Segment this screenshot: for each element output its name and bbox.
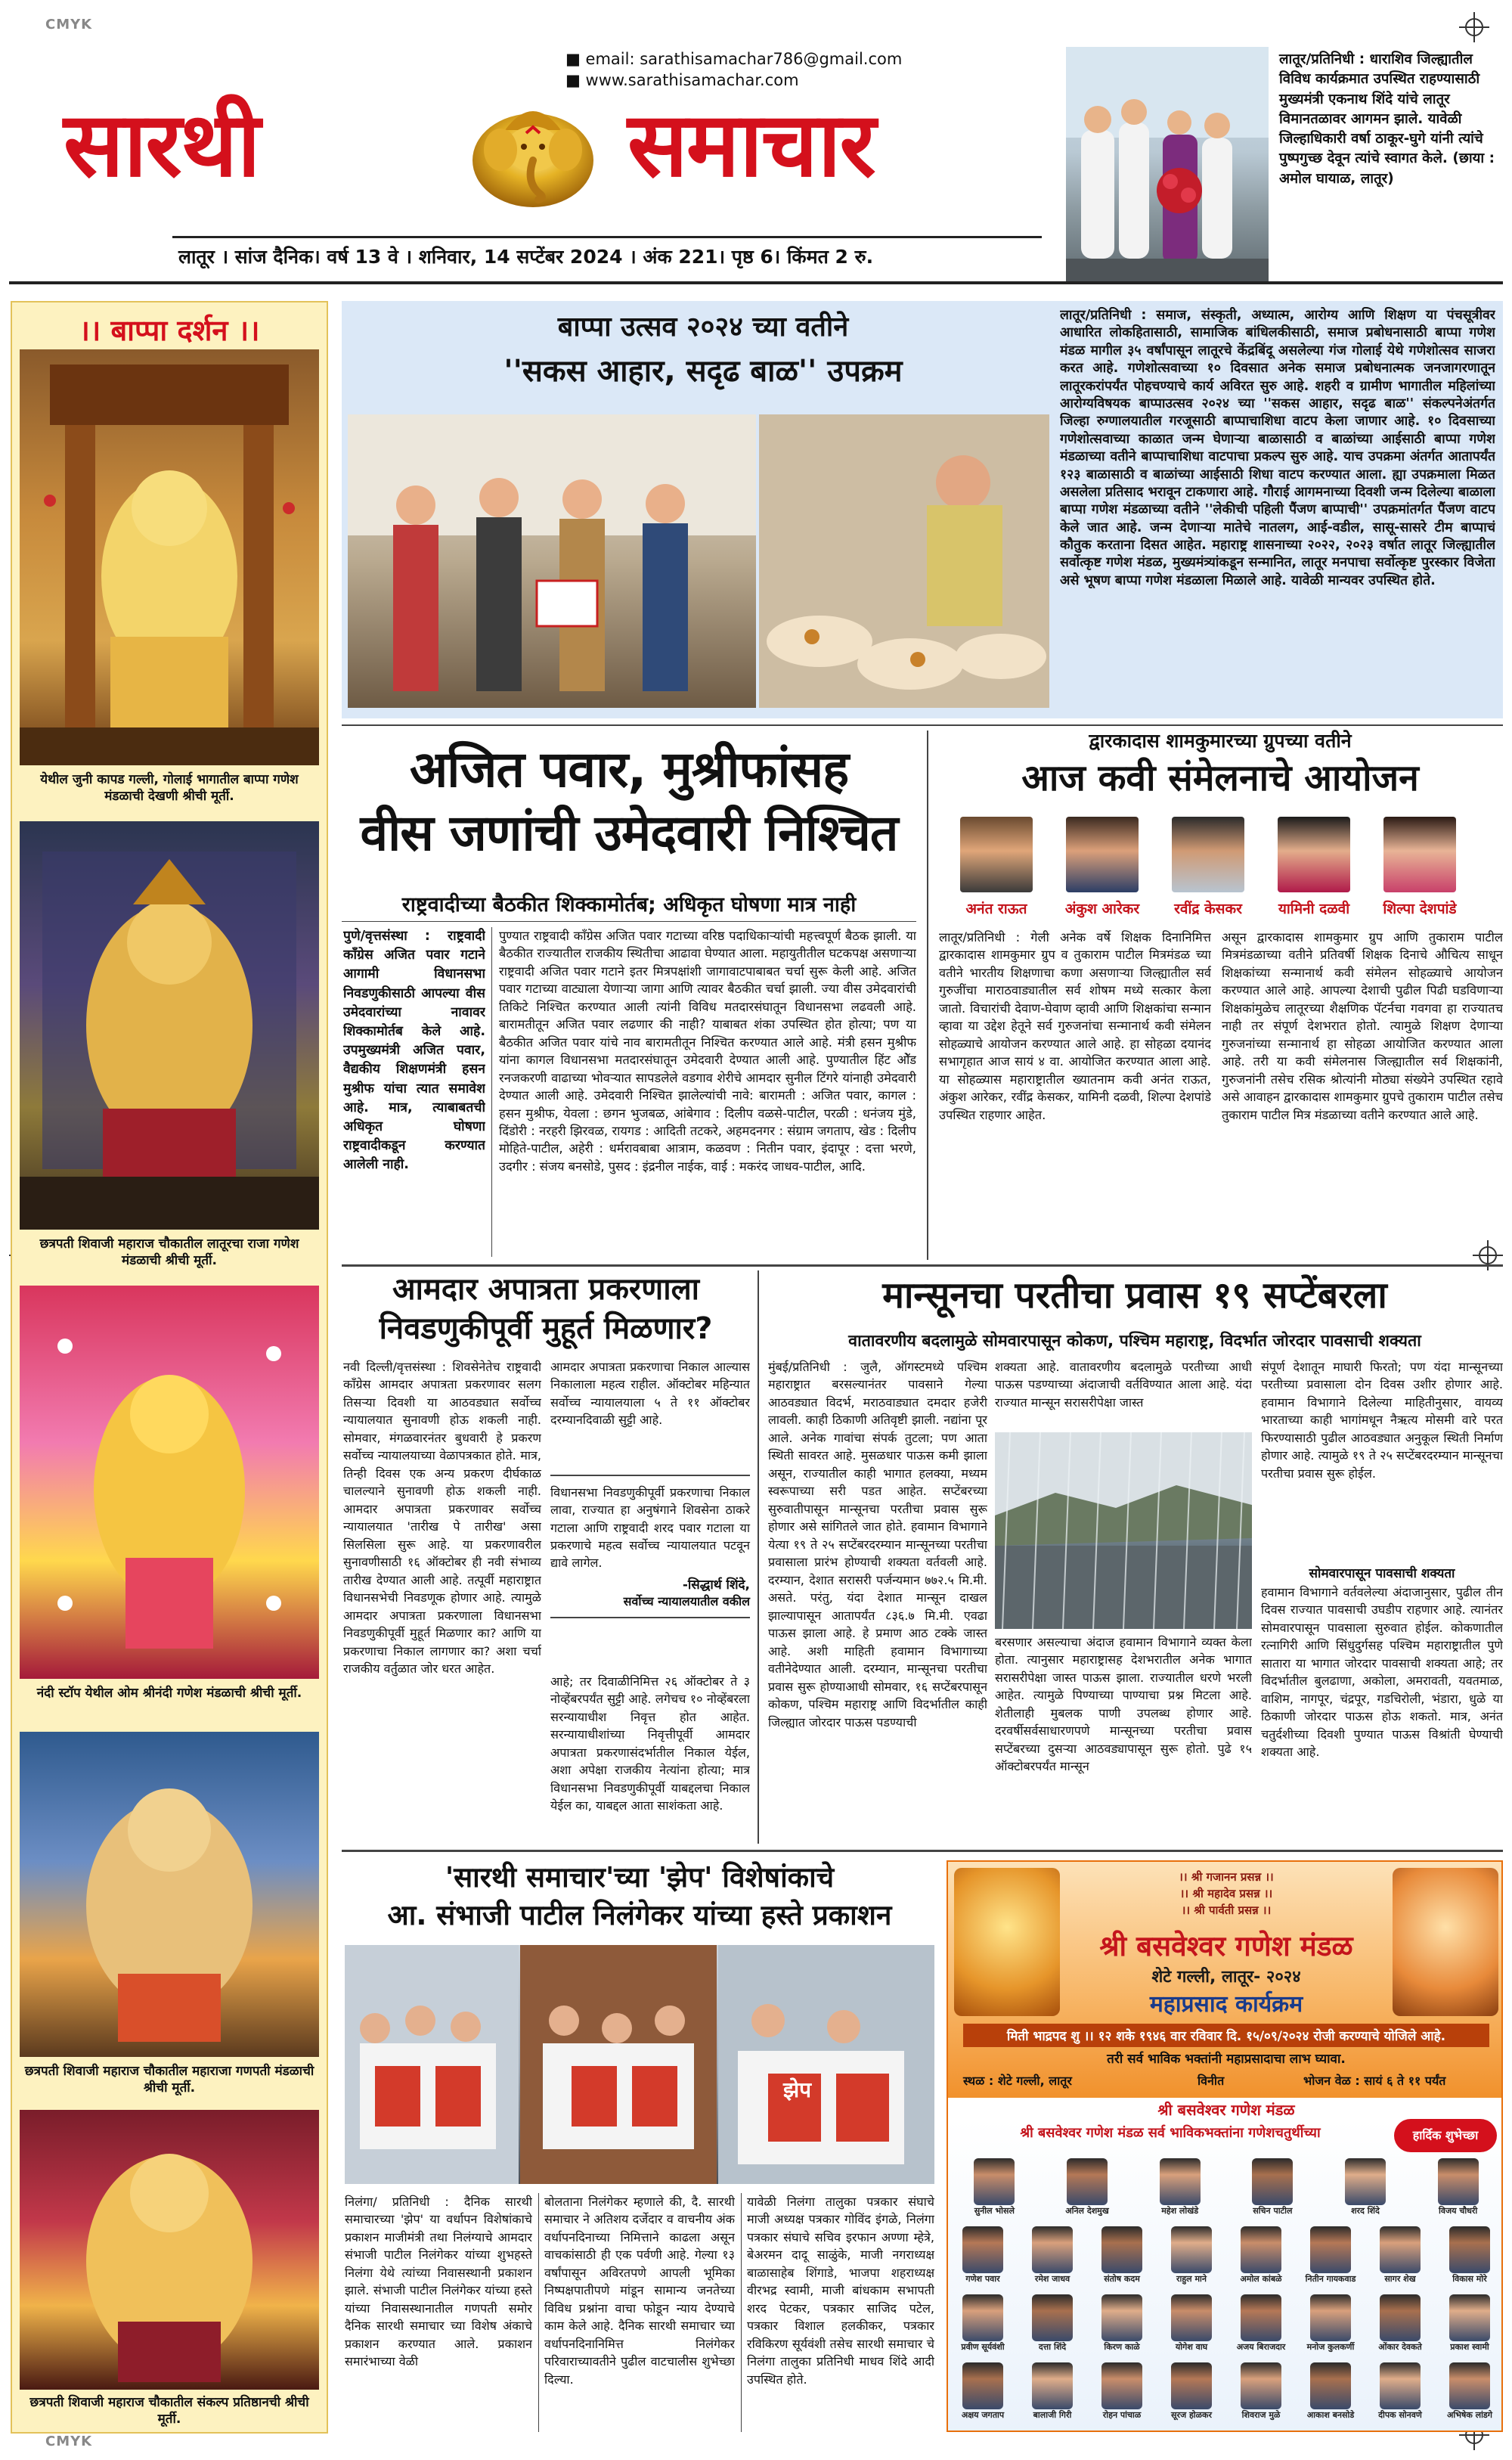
ad-member-name: गणेश पवार xyxy=(965,2274,1000,2284)
zep-release-photo xyxy=(345,1945,934,2184)
column-rule xyxy=(741,2193,742,2432)
ajit-lead: पुणे/वृत्तसंस्था : राष्ट्रवादी काँग्रेस अजित पवार गटाने आगामी विधानसभा निवडणुकीसाठी आपल्या वीस उमेदवारांच्या नावावर शिक्कामोर्तब केले आहे. उपमुख्यमंत्री अजित पवार, वैद्यकीय शिक्षणमंत्री हसन मुश्रीफ यांचा त्यात समावेश आहे. मात्र, त्याबाबतची अधिकृत घोषणा राष्ट्रवादीकडून करण्यात आलेली नाही. xyxy=(343,929,485,1173)
monsoon-body-5: हवामान विभागाने वर्तवलेल्या अंदाजानुसार, पुढील तीन दिवस राज्यात पावसाची उघडीप राहणार आहे. त्यानंतर सोमवारपासून पावसाला सुरुवात होईल. कोकणातील रत्नागिरी आणि सिंधुदुर्गसह पश्चिम महाराष्ट्रातील पुणे सातारा या भागात जोरदार पावसाची शक्यता आहे; तर विदर्भातील बुलढाणा, अकोला, अमरावती, यवतमाळ, वाशिम, नागपूर, चंद्रपूर, गडचिरोली, भंडारा, धुळे या ठिकाणी जोरदार पाऊस होऊ शकतो. मात्र, अनंत चतुर्दशीच्या दिवशी पुण्यात पाऊस विश्रांती घेण्याची शक्यता आहे. xyxy=(1261,1585,1503,1760)
cm-arrival-photo xyxy=(1066,47,1269,281)
ad-member-name: राहुल माने xyxy=(1176,2274,1207,2284)
ad-member xyxy=(1041,2157,1134,2223)
ad-member-photo xyxy=(1101,2362,1142,2409)
kavi-kicker: द्वारकादास शामकुमारच्या ग्रुपच्या वतीने xyxy=(1089,730,1352,752)
ad-member xyxy=(1018,2225,1087,2291)
masthead-title-right: समाचार xyxy=(627,92,875,197)
ad-member-name: सूरज होळकर xyxy=(1171,2410,1212,2420)
ad-member-photo xyxy=(962,2294,1003,2341)
section-divider xyxy=(342,1264,1503,1267)
aahar-photo-left xyxy=(348,414,756,708)
ad-member-name: महेश लोखंडे xyxy=(1161,2206,1199,2216)
poet-photo-4 xyxy=(1278,817,1350,892)
apatrata-body-1: नवी दिल्ली/वृत्तसंस्था : शिवसेनेतेच राष्ट्रवादी काँग्रेस आमदार अपात्रता प्रकरणावर सलग तिसऱ्या दिवशी या आठवड्यात सर्वोच्च न्यायालयात सुनावणी होऊ शकली नाही. सोमवार, मंगळवारनंतर बुधवारी हे प्रकरण सर्वोच्च न्यायालयाच्या वेळापत्रकात होते. मात्र, तिन्ही दिवस एक अन्य प्रकरण दीर्घकाळ चालल्याने सुनावणी होऊ शकली नाही. आमदार अपात्रता प्रकरणावर सर्वोच्च न्यायालयात 'तारीख पे तारीख' असा सिलसिला सुरू आहे. या प्रकरणावरील सुनावणीसाठी १६ ऑक्टोबर ही नवी संभाव्य तारीख देण्यात आली आहे. तत्पूर्वी महाराष्ट्रात विधानसभेची निवडणूक होणार आहे. त्यामुळे आमदार अपात्रता प्रकरणाला विधानसभा निवडणुकीपूर्वी मुहूर्त मिळणार का? आणि या प्रकरणाचा निकाल लागणार का? अशा चर्चा राजकीय वर्तुळात जोर धरत आहेत. xyxy=(343,1360,541,1677)
kavi-headline: आज कवी संमेलनाचे आयोजन xyxy=(1021,757,1419,799)
ad-event: महाप्रसाद कार्यक्रम xyxy=(1149,1991,1303,2018)
monsoon-body-2: शक्यता आहे. वातावरणीय बदलामुळे परतीच्या आधी पाऊस पडण्याच्या अंदाजाची वर्तविण्यात आला आहे. यंदा राज्यात मान्सून सरासरीपेक्षा जास्त xyxy=(995,1360,1252,1410)
ad-member-name: दत्ता शिंदे xyxy=(1038,2342,1067,2352)
apatrata-quote: विधानसभा निवडणुकीपूर्वी प्रकरणाचा निकाल लावा, राज्यात हा अनुषंगाने शिवसेना ठाकरे गटाला आणि राष्ट्रवादी शरद पवार गटाला या प्रकरणाचे महत्व सर्वोच्च न्यायालयात पटवून द्यावे लागेल. xyxy=(550,1485,750,1571)
ad-member-photo xyxy=(1067,2158,1108,2205)
ajit-subhead: राष्ट्रवादीच्या बैठकीत शिक्कामोर्तब; अधिकृत घोषणा मात्र नाही xyxy=(401,893,857,917)
ad-member xyxy=(1157,2293,1226,2359)
ad-member-name: आकाश बनसोडे xyxy=(1306,2410,1355,2420)
ad-member xyxy=(1411,2157,1503,2223)
ad-member-photo xyxy=(1438,2158,1479,2205)
zep-headline-1: 'सारथी समाचार'च्या 'झेप' विशेषांकाचे xyxy=(445,1861,835,1894)
ad-ganesha-icon xyxy=(954,1868,1060,2016)
ad-member-photo xyxy=(974,2158,1015,2205)
monsoon-body-1: मुंबई/प्रतिनिधी : जुलै, ऑगस्टमध्ये पश्चिम महाराष्ट्रात बरसल्यानंतर पावसाने गेल्या आठवड्यात विदर्भ, मराठवाड्यात दमदार हजेरी लावली. काही ठिकाणी अतिवृष्टी झाली. नद्यांना पूर आले. अनेक गावांचा संपर्क तुटला; पण आता स्थिती सावरत आहे. मुसळधार पाऊस कमी झाला असून, राज्यातील काही भागात हलक्या, मध्यम स्वरूपाच्या सरी पडत आहेत. सप्टेंबरच्या सुरुवातीपासून मान्सूनचा परतीचा प्रवास सुरू होणार असे सांगितले जात होते. हवामान विभागाने येत्या १९ ते २५ सप्टेंबरदरम्यान मान्सूनच्या परतीचा प्रवासाला प्रारंभ होण्याची शक्यता वर्तवली आहे. दरम्यान, देशात सरासरी पर्जन्यमान ७७२.५ मि.मी. असते. परंतु, यंदा देशात मान्सून दाखल झाल्यापासून आतापर्यंत ८३६.७ मि.मी. एवढा पाऊस झाला आहे. हे प्रमाण आठ टक्के जास्त आहे. अशी माहिती हवामान विभागाच्या वतीनेदेण्यात आली. दरम्यान, मान्सूनचा परतीचा प्रवास सुरू होण्याआधी सोमवार, १६ सप्टेंबरपासून कोकण, पश्चिम महाराष्ट्र आणि विदर्भातील काही जिल्ह्यात जोरदार पाऊस पडण्याची xyxy=(768,1360,987,1729)
bappa-photo-1 xyxy=(20,349,319,765)
ad-member-photo xyxy=(1310,2294,1351,2341)
ad-member-name: अनिल देशमुख xyxy=(1065,2206,1109,2216)
ad-member-photo xyxy=(1380,2226,1421,2273)
column-rule xyxy=(758,1270,759,1844)
aahar-body: लातूर/प्रतिनिधी : समाज, संस्कृती, अध्यात्म, आरोग्य आणि शिक्षण या पंचसूत्रीवर आधारित लोकहितासाठी, सामाजिक बांधिलकीसाठी, समाज प्रबोधनासाठी बाप्पा गणेश मंडळ मागील ३५ वर्षांपासून लातूरचे केंद्रबिंदू असलेल्या गंज गोलाई येथे गणेशोत्सव साजरा करत आहे. गणेशोत्सवाच्या १० दिवसात अनेक समाज प्रबोधनात्मक जनजागरणातून लातूरकरांपर्यंत पोहचण्याचे कार्य अविरत सुरु आहे. शहरी व ग्रामीण भागातील महिलांच्या आरोग्यविषयक बाप्पाउत्सव २०२४ च्या ''सकस आहार, सदृढ बाळ'' संकल्पनेअंतर्गत जिल्हा रुग्णालयातील गरजूसाठी बाप्पाचाशिधा वाटप केला जाणार आहे. १० दिवसाच्या गणेशोत्सवाच्या काळात जन्म घेणाऱ्या बाळासाठी व बाळांच्या आईसाठी बाप्पा गणेश मंडळाच्या वतीने बाप्पाचाशिधा वाटपाचा प्रकल्प सुरु आहे. याच उपक्रमा अंतर्गत आतापर्यंत १२३ बाळासाठी व बाळांच्या आईसाठी शिधा वाटप करण्यात आला. ह्या उपक्रमाला मिळत असलेला प्रतिसाद भरावून टाकणारा आहे. गौराई आगमनाच्या दिवशी जन्म दिलेल्या बाळाला बाप्पा गणेश मंडळाच्या वतीने ''लेकीची पहिली पैंजण बाप्पाची'' उपक्रमांतर्गत पैंजण वाटप केले जात आहे. जन्म देणाऱ्या मातेचे नातलग, आई-वडील, सासू-सासरे टीम बाप्पाचं कौतुक करताना दिसत आहेत. महाराष्ट्र शासनाच्या २०२२, २०२३ वर्षात लातूर जिल्ह्यातील सर्वोत्कृष्ट गणेश मंडळ, मुख्यमंत्र्यांकडून सन्मानित, लातूर मनपाचा सर्वोत्कृष्ट पुरस्कार विजेता असे भूषण बाप्पा गणेश मंडळाला मिळाले आहे. यावेळी मान्यवर उपस्थित होते. xyxy=(1060,308,1495,588)
ad-member-photo xyxy=(1171,2294,1212,2341)
ad-member-photo xyxy=(962,2362,1003,2409)
monsoon-body-4: संपूर्ण देशातून माघारी फिरतो; पण यंदा मान्सूनच्या परतीच्या प्रवासाला दोन दिवस उशीर होणार आहे. हवामान विभागाने दिलेल्या माहितीनुसार, वायव्य भारताच्या काही भागांमधून नैऋत्य मोसमी वारे परत फिरण्यासाठी पुढील आठवड्यात अनुकूल स्थिती निर्माण होणार आहे. त्यामुळे १९ ते २५ सप्टेंबरदरम्यान मान्सूनचा परतीचा प्रवास सुरू होईल. xyxy=(1261,1360,1503,1481)
ad-member xyxy=(1087,2361,1157,2427)
zep-body-2: बोलताना निलंगेकर म्हणाले की, दै. सारथी समाचार ने अतिशय दर्जेदार व वाचनीय अंक वर्धापनदिनाच्या निमित्ताने काढला असून वाचकांसाठी ही एक पर्वणी आहे. गेल्या १३ वर्षांपासून अविरतपणे आपली भूमिका निष्पक्षपातीपणे मांडून सामान्य जनतेच्या विविध प्रश्नांना वाचा फोडून न्याय देण्याचे काम केले आहे. दैनिक सारथी समाचार च्या वर्धापनदिनानिमित्त निलंगेकर परिवाराच्यावतीने पुढील वाटचालीस शुभेच्छा दिल्या. xyxy=(544,2195,735,2387)
ad-member-name: अभिषेक लांडगे xyxy=(1446,2410,1492,2420)
ad-member xyxy=(1365,2225,1435,2291)
ad-line-3: ।। श्री पार्वती प्रसन्न ।। xyxy=(1181,1903,1272,1917)
masthead-title-left: सारथी xyxy=(64,92,259,197)
poet-photo-3 xyxy=(1172,817,1244,892)
ganesha-logo-icon xyxy=(446,85,620,213)
kavi-body-1: लातूर/प्रतिनिधी : गेली अनेक वर्षे शिक्षक दिनानिमित्त द्वारकादास शामकुमार ग्रुप व तुकाराम पाटील मित्रमंडळ च्या वतीने भारतीय शिक्षणाचा कणा असणाऱ्या जिल्ह्यातील सर्व गुरुजींचा माराठवाड्यातील सर्व शोषम मध्ये सत्कार केला जातो. विचारांची देवाण-घेवाण व्हावी आणि शिक्षकांचा सन्मान व्हावा या उद्देश हेतूने सर्व गुरुजनांचा सन्मानार्थ कवी संमेलन सोहळ्याचे आयोजन करण्यात आले आहे. हा सोहळा दयानंद सभागृहात आज सायं ४ वा. आयोजित करण्यात आला आहे. या सोहळ्यास महाराष्ट्रातील ख्यातनाम कवी अनंत राऊत, अंकुश आरेकर, रवींद्र केसकर, यामिनी दळवी, शिल्पा देशपांडे उपस्थित राहणार आहेत. xyxy=(939,930,1211,1122)
ad-member-name: विकास मोरे xyxy=(1452,2274,1487,2284)
monsoon-body-3: बरसणार असल्याचा अंदाज हवामान विभागाने व्यक्त केला होता. त्यानुसार महाराष्ट्रासह देशभरातील अनेक भागात सरासरीपेक्षा जास्त पाऊस झाला. राज्यातील धरणे भरली आहेत. त्यामुळे पिण्याच्या पाण्याचा प्रश्न मिटला आहे. शेतीलाही मुबलक पाणी उपलब्ध होणार आहे. दरवर्षीसर्वसाधारणपणे मान्सूनच्या परतीचा प्रवास सप्टेंबरच्या दुसऱ्या आठवड्यापासून सुरू होतो. पुढे १५ ऑक्टोबरपर्यंत मान्सून xyxy=(995,1635,1252,1774)
aahar-headline: ''सकस आहार, सदृढ बाळ'' उपक्रम xyxy=(503,354,903,389)
cm-arrival-caption: लातूर/प्रतिनिधी : धाराशिव जिल्ह्यातील विविध कार्यक्रमात उपस्थित राहण्यासाठी मुख्यमंत्री एकनाथ शिंदे यांचे लातूर विमानतळावर आगमन झाले. यावेळी जिल्हाधिकारी वर्षा ठाकूर-घुगे यांनी त्यांचे पुष्पगुच्छ देवून त्यांचे स्वागत केले. (छाया : अमोल घायाळ, लातूर) xyxy=(1279,51,1495,187)
column-rule xyxy=(927,731,928,1260)
ad-member-name: सचिन पाटील xyxy=(1253,2206,1293,2216)
poet-name-3: रवींद्र केसकर xyxy=(1174,901,1242,917)
ad-subtitle: शेटे गल्ली, लातूर- २०२४ xyxy=(1151,1968,1301,1987)
basaveshwar-ad xyxy=(947,1860,1503,2432)
ad-member-name: ओंकार देवकते xyxy=(1378,2342,1422,2352)
ad-member-name: दीपक सोनवणे xyxy=(1378,2410,1422,2420)
ad-member xyxy=(1226,2225,1296,2291)
poet-name-1: अनंत राऊत xyxy=(965,901,1027,917)
monsoon-subheading: सोमवारपासून पावसाची शक्यता xyxy=(1309,1566,1455,1581)
bappa-photo-2 xyxy=(20,821,319,1230)
column-rule xyxy=(491,927,492,1257)
ad-member-photo xyxy=(1449,2226,1490,2273)
ad-deity-icon xyxy=(1393,1868,1498,2016)
ad-member-photo xyxy=(1171,2226,1212,2273)
ad-time: भोजन वेळ : सायं ६ ते ११ पर्यंत xyxy=(1303,2074,1446,2088)
ad-badge: हार्दिक शुभेच्छा xyxy=(1394,2119,1497,2152)
kavi-body-2: असून द्वारकादास शामकुमार ग्रुप आणि तुकाराम पाटील मित्रमंडळाच्या वतीने प्रतिवर्षी शिक्षक दिनाचे औचित्य साधून शिक्षकांच्या सन्मानार्थ कवी संमेलन सोहळ्याचे आयोजन करण्यात आले आहे. आपल्या देशाची पुढील पिढी घडविणाऱ्या शिक्षकांमुळेच लातूरच्या शैक्षणिक पॅटर्नचा गवगवा हा राज्यातच नाही तर संपूर्ण देशभरात होतो. त्यामुळे शिक्षण देणाऱ्या गुरुजनांच्या सन्मानार्थ हा सोहळा आयोजित करण्यात आला आहे. तरी या कवी संमेलनास जिल्ह्यातील सर्व शिक्षकांनी, गुरुजनांनी तसेच रसिक श्रोत्यांनी मोठ्या संख्येने उपस्थित रहावे असे आवाहन द्वारकादास शामकुमार ग्रुपचे तुकाराम पाटील तसेच तुकाराम पाटील मित्र मंडळाच्या वतीने करण्यात आले आहे. xyxy=(1222,930,1503,1122)
ad-member xyxy=(1435,2225,1503,2291)
monsoon-headline: मान्सूनचा परतीचा प्रवास १९ सप्टेंबरला xyxy=(882,1274,1387,1317)
ad-member xyxy=(1435,2361,1503,2427)
ad-member-name: विजय चौधरी xyxy=(1439,2206,1478,2216)
ad-member-photo xyxy=(1241,2362,1281,2409)
poet-name-5: शिल्पा देशपांडे xyxy=(1383,901,1457,917)
ad-member xyxy=(1157,2225,1226,2291)
cmyk-mark-bottom: CMYK xyxy=(45,2434,93,2449)
ad-member xyxy=(1018,2361,1087,2427)
ajit-headline-2: वीस जणांची उमेदवारी निश्चित xyxy=(360,804,898,862)
ad-member xyxy=(948,2157,1041,2223)
ad-member-photo xyxy=(1241,2294,1281,2341)
zep-body-3: यावेळी निलंगा तालुका पत्रकार संघाचे माजी अध्यक्ष पत्रकार गोविंद इंगळे, निलंगा पत्रकार संघाचे सचिव इरफान अण्णा म्हेत्रे, बेअरमन दादू साळुंके, माजी नगराध्यक्ष बाळासाहेब शिंगाडे, भाजपा शहराध्यक्ष वीरभद्र स्वामी, माजी बांधकाम सभापती शरद पेटकर, पत्रकार साजिद पटेल, पत्रकार विशाल हलकीकर, पत्रकार रविकिरण सूर्यवंशी तसेच सारथी समाचार चे निलंगा तालुका प्रतिनिधी माधव शिंदे आदी उपस्थित होते. xyxy=(747,2195,934,2387)
aahar-kicker: बाप्पा उत्सव २०२४ च्या वतीने xyxy=(557,312,849,343)
ad-line-2: ।। श्री महादेव प्रसन्न ।। xyxy=(1179,1887,1273,1900)
ad-member-photo xyxy=(1032,2294,1073,2341)
ad-member xyxy=(1296,2225,1365,2291)
ad-member-name: नितीन गायकवाड xyxy=(1305,2274,1356,2284)
bappa-caption-4: छत्रपती शिवाजी महाराज चौकातील महाराजा गणपती मंडळाची श्रीची मूर्ती. xyxy=(24,2064,314,2096)
ad-member xyxy=(948,2361,1018,2427)
ad-member xyxy=(1157,2361,1226,2427)
apatrata-quote-role: सर्वोच्च न्यायालयातील वकील xyxy=(623,1593,750,1608)
ad-member xyxy=(948,2293,1018,2359)
ad-member xyxy=(1435,2293,1503,2359)
apatrata-headline-2: निवडणुकीपूर्वी मुहूर्त मिळणार? xyxy=(379,1311,713,1346)
dateline: लातूर । सांज दैनिक। वर्ष 13 वे । शनिवार, 14 सप्टेंबर 2024 । अंक 221। पृष्ठ 6। किंमत 2 रु. xyxy=(178,246,874,268)
ad-member-photo xyxy=(1345,2158,1386,2205)
ad-member-photo xyxy=(1101,2226,1142,2273)
ad-member-name: शरद शिंदे xyxy=(1351,2206,1380,2216)
ad-member-photo xyxy=(1171,2362,1212,2409)
ad-member-photo xyxy=(1380,2294,1421,2341)
ajit-subhead-rule xyxy=(342,921,916,922)
zep-body-1: निलंगा/ प्रतिनिधी : दैनिक सारथी समाचारच्या 'झेप' या वर्धापन विशेषांकाचे प्रकाशन माजीमंत्री तथा निलंग्याचे आमदार संभाजी पाटील निलंगेकर यांच्या शुभहस्ते निलंगा येथे त्यांच्या निवासस्थानी प्रकाशन झाले. संभाजी पाटील निलंगेकर यांच्या हस्ते यांच्या निवासस्थानातील गणपती समोर दैनिक सारथी समाचार च्या विशेष अंकाचे प्रकाशन करण्यात आले. प्रकाशन समारंभाच्या वेळी xyxy=(345,2195,532,2369)
poet-photo-2 xyxy=(1066,817,1139,892)
ad-member-photo xyxy=(1310,2226,1351,2273)
ad-line-1: ।। श्री गजानन प्रसन्न ।। xyxy=(1179,1870,1274,1884)
ad-member xyxy=(1018,2293,1087,2359)
ad-member-name: रोहन पांचाळ xyxy=(1102,2410,1142,2420)
ad-member-grid xyxy=(948,2157,1503,2432)
ad-member xyxy=(1087,2225,1157,2291)
ad-member-name: सुनील भोसले xyxy=(974,2206,1015,2216)
poet-name-2: अंकुश आरेकर xyxy=(1064,901,1140,917)
ad-member-name: अमोल कांबळे xyxy=(1240,2274,1282,2284)
bappa-caption-3: नंदी स्टॉप येथील ओम श्रीनंदी गणेश मंडळाची श्रीची मूर्ती. xyxy=(36,1686,302,1701)
ad-member-photo xyxy=(1160,2158,1201,2205)
ad-member-name: रमेश जाधव xyxy=(1034,2274,1070,2284)
poet-name-4: यामिनी दळवी xyxy=(1278,901,1350,917)
ad-member-name: शिवराज मुळे xyxy=(1241,2410,1281,2420)
aahar-photo-right xyxy=(759,414,1049,708)
monsoon-subhead: वातावरणीय बदलामुळे सोमवारपासून कोकण, पश्चिम महाराष्ट्र, विदर्भात जोरदार पावसाची शक्यता xyxy=(848,1332,1421,1351)
ad-member-photo xyxy=(1032,2362,1073,2409)
apatrata-quote-author: -सिद्धार्थ शिंदे, xyxy=(682,1577,750,1593)
ad-member-photo xyxy=(1449,2294,1490,2341)
ad-member xyxy=(1296,2293,1365,2359)
ad-member-name: प्रवीण सूर्यवंशी xyxy=(961,2342,1005,2352)
ad-member xyxy=(1087,2293,1157,2359)
zep-headline-2: आ. संभाजी पाटील निलंगेकर यांच्या हस्ते प्रकाशन xyxy=(387,1899,892,1931)
registration-mark-icon xyxy=(1459,12,1489,42)
ad-member-name: मनोज कुलकर्णी xyxy=(1306,2342,1355,2352)
ad-member-name: बालाजी गिरी xyxy=(1033,2410,1072,2420)
ad-org: श्री बसवेश्वर गणेश मंडळ xyxy=(1157,2101,1295,2119)
masthead-email: ■ email: sarathisamachar786@gmail.com xyxy=(565,50,903,68)
section-divider xyxy=(342,1850,1503,1852)
masthead-website: ■ www.sarathisamachar.com xyxy=(565,71,799,89)
ad-member-name: योगेश वाघ xyxy=(1175,2342,1208,2352)
ad-member-name: किरण काळे xyxy=(1104,2342,1140,2352)
ad-vinit: विनीत xyxy=(1198,2074,1225,2088)
ad-member-name: अक्षय जगताप xyxy=(961,2410,1005,2420)
ad-member-photo xyxy=(962,2226,1003,2273)
bappa-caption-2: छत्रपती शिवाजी महाराज चौकातील लातूरचा राजा गणेश मंडळाची श्रीची मूर्ती. xyxy=(39,1236,299,1269)
bappa-caption-5: छत्रपती शिवाजी महाराज चौकातील संकल्प प्रतिष्ठानची श्रीची मूर्ती. xyxy=(29,2395,309,2427)
ad-member-name: सागर शेख xyxy=(1384,2274,1416,2284)
ad-member xyxy=(1319,2157,1412,2223)
ad-member-photo xyxy=(1252,2158,1293,2205)
bappa-caption-1: येथील जुनी कापड गल्ली, गोलाई भागातील बाप्पा गणेश मंडळाची देखणी श्रीची मूर्ती. xyxy=(40,772,299,805)
ad-member-name: प्रकाश स्वामी xyxy=(1450,2342,1489,2352)
apatrata-body-3: आहे; तर दिवाळीनिमित्त २६ ऑक्टोबर ते ३ नोव्हेंबरपर्यंत सुट्टी आहे. लगेचच १० नोव्हेंबरला सरन्यायाधीश निवृत्त होत आहेत. सरन्यायाधीशांच्या निवृत्तीपूर्वी आमदार अपात्रता प्रकरणासंदर्भातील निकाल येईल, अशा अपेक्षा राजकीय नेत्यांना होत्या; मात्र विधानसभा निवडणुकीपूर्वी याबद्दलचा निकाल येईल का, याबद्दल आता साशंकता आहे. xyxy=(550,1674,750,1813)
ad-member-name: संतोष कदम xyxy=(1104,2274,1140,2284)
zep-cover-text: झेप xyxy=(783,2077,812,2102)
bappa-darshan-title: ।। बाप्पा दर्शन ।। xyxy=(79,314,260,347)
ad-member-photo xyxy=(1380,2362,1421,2409)
ad-member-photo xyxy=(1310,2362,1351,2409)
ad-member xyxy=(948,2225,1018,2291)
cmyk-mark-top: CMYK xyxy=(45,17,93,33)
ad-member-photo xyxy=(1241,2226,1281,2273)
ad-member xyxy=(1226,2157,1319,2223)
column-rule xyxy=(538,2193,539,2432)
ad-member xyxy=(1133,2157,1226,2223)
monsoon-rain-photo xyxy=(995,1432,1252,1629)
ad-member-photo xyxy=(1032,2226,1073,2273)
bappa-photo-4 xyxy=(20,1732,319,2057)
ad-member xyxy=(1296,2361,1365,2427)
ad-member xyxy=(1365,2361,1435,2427)
section-divider xyxy=(342,724,1503,726)
ad-greeting: श्री बसवेश्वर गणेश मंडळ सर्व भाविकभक्तांना गणेशचतुर्थीच्या xyxy=(1020,2125,1321,2141)
ad-member-photo xyxy=(1449,2362,1490,2409)
ad-details: मिती भाद्रपद शु ।। १२ शके १९४६ वार रविवार दि. १५/०९/२०२४ रोजी करण्याचे योजिले आहे. xyxy=(963,2024,1489,2047)
ajit-body: पुण्यात राष्ट्रवादी काँग्रेस अजित पवार गटाच्या वरिष्ठ पदाधिकाऱ्यांची महत्त्वपूर्ण बैठक झाली. या बैठकीत राज्यातील राजकीय स्थितीचा आढावा घेण्यात आला. महायुतीतील घटकपक्ष असणाऱ्या राष्ट्रवादी अजित पवार गटाने इतर मित्रपक्षांशी जागावाटपाबाबत चर्चा सुरू केली आहे. अजित पवार गटाच्या वाट्याला येणाऱ्या जागा आणि त्यावर बैठकीत चर्चा झाली. ज्या वीस उमेदवारांची तिकिटे निश्चित करण्यात आली त्यांनी विविध मतदारसंघातून विधानसभा लढवली आहे. बारामतीतून अजित पवार लढणार की नाही? याबाबत शंका उपस्थित होत होत्या; पण या बैठकीत अजित पवार यांचे नाव बारामतीतून निश्चित करण्यात आले आहे. मंत्री हसन मुश्रीफ यांना कागल विधानसभा मतदारसंघातून उमेदवारी देण्यात आली आहे. पुण्यातील हिंट ओॅड रनजकरणी वाढाच्या भोवऱ्यात सापडलेले वडगाव शेरीचे आमदार सुनील टिंगरे यांनाही उमेदवारी देण्यात आली आहे. उमेदवारी निश्चित झालेल्यांची नावे: बारामती : अजित पवार, कागल : हसन मुश्रीफ, येवला : छगन भुजबळ, आंबेगाव : दिलीप वळसे-पाटील, परळी : धनंजय मुंडे, दिंडोरी : नरहरी झिरवळ, रायगड : आदिती तटकरे, अहमदनगर : संग्राम जगताप, खेड : दिलीप मोहिते-पाटील, अहेरी : धर्मरावबाबा आत्राम, कळवण : नितीन पवार, इंदापूर : दत्ता भरणे, उदगीर : संजय बनसोडे, पुसद : इंद्रनील नाईक, वाई : मकरंद जाधव-पाटील, आदि. xyxy=(499,929,916,1174)
apatrata-quote-box xyxy=(550,1475,750,1618)
ad-member-name: अजय बिराजदार xyxy=(1236,2342,1286,2352)
bappa-photo-5 xyxy=(20,2110,319,2390)
ad-member xyxy=(1365,2293,1435,2359)
apatrata-body-2: आमदार अपात्रता प्रकरणाचा निकाल आल्यास निकालाला महत्व राहील. ऑक्टोबर महिन्यात सर्वोच्च न्यायालयाला ५ ते ११ ऑक्टोबर दरम्यानदिवाळी सुट्टी आहे. xyxy=(550,1360,750,1428)
apatrata-headline-1: आमदार अपात्रता प्रकरणाला xyxy=(392,1272,700,1307)
ad-invite: तरी सर्व भाविक भक्तांनी महाप्रसादाचा लाभ घ्यावा. xyxy=(1107,2052,1346,2067)
ad-title: श्री बसवेश्वर गणेश मंडळ xyxy=(1099,1930,1353,1962)
ad-member-photo xyxy=(1101,2294,1142,2341)
ad-member xyxy=(1226,2361,1296,2427)
ad-place: स्थळ : शेटे गल्ली, लातूर xyxy=(963,2074,1072,2088)
ad-member xyxy=(1226,2293,1296,2359)
poet-photo-1 xyxy=(960,817,1033,892)
masthead-rule xyxy=(172,236,1042,238)
page-top-rule xyxy=(9,281,1503,284)
ajit-headline-1: अजित पवार, मुश्रीफांसह xyxy=(409,740,849,799)
bappa-photo-3 xyxy=(20,1286,319,1679)
poet-photo-5 xyxy=(1383,817,1456,892)
